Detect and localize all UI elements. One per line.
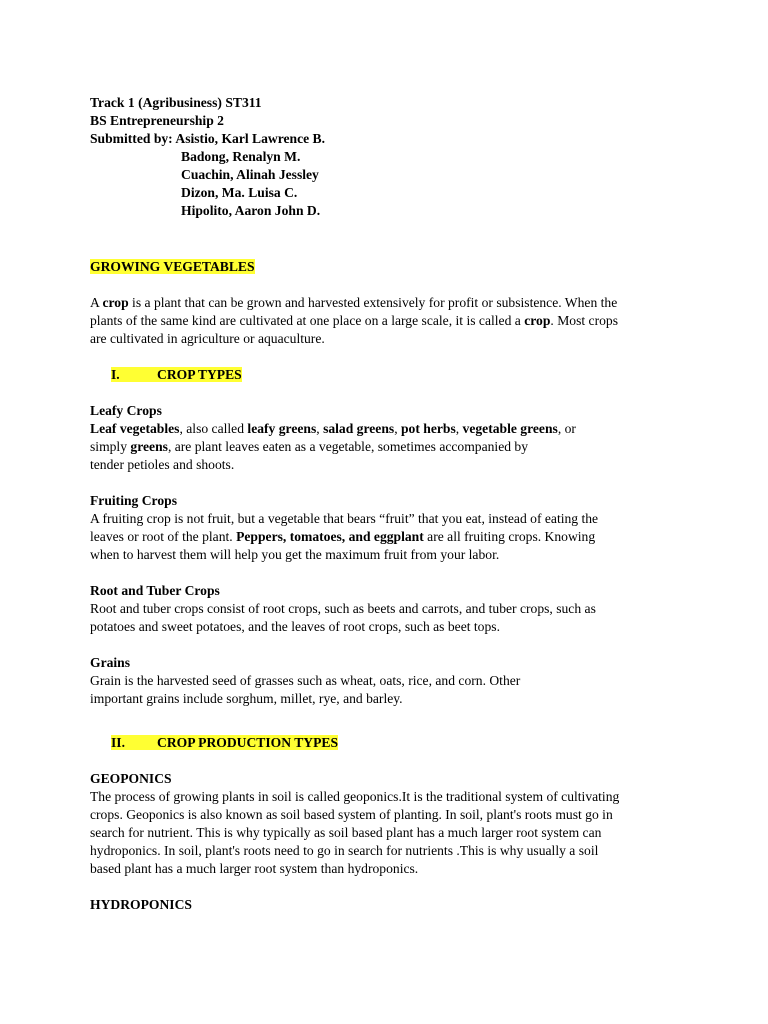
leafy-crops-section: Leafy Crops Leaf vegetables, also called leafy greens, salad greens, pot herbs, vegetable greens, or simply greens, are plant leaves eaten as a vegetable, sometimes accompanied by tender petioles and shoots. [90,402,690,474]
intro-paragraph: A crop is a plant that can be grown and harvested extensively for profit or subsistence. When the plants of the same kind are cultivated at one place on a large scale, it is called a crop. Most crops are cultivated in agriculture or aquaculture. [90,295,618,346]
subheading: Root and Tuber Crops [90,583,220,598]
subheading: Grains [90,655,131,670]
subheading: Fruiting Crops [90,493,177,508]
member-name: Asistio, Karl Lawrence B. [175,131,326,146]
fruiting-crops-section: Fruiting Crops A fruiting crop is not fruit, but a vegetable that bears “fruit” that you eat, instead of eating the leaves or root of the plant. Peppers, tomatoes, and eggplant are all fruiting crops. Knowing when to harvest them will help you get the maximum fruit from your labor. [90,492,690,564]
grains-section: Grains Grain is the harvested seed of grasses such as wheat, oats, rice, and corn. Other important grains include sorghum, millet, rye, and barley. [90,654,690,708]
subheading: Leafy Crops [90,403,162,418]
member-name: Badong, Renalyn M. [181,149,301,164]
member-name: Dizon, Ma. Luisa C. [181,185,298,200]
document-header [90,94,690,220]
root-tuber-section: Root and Tuber Crops Root and tuber crops consist of root crops, such as beets and carrots, and tuber crops, such as potatoes and sweet potatoes, and the leaves of root crops, such as beet tops. [90,582,690,636]
section-heading-crop-production-types: II. CROP PRODUCTION TYPES [111,735,339,750]
section-heading-crop-types: I. CROP TYPES [111,367,242,382]
program-line: BS Entrepreneurship 2 [90,113,224,128]
geoponics-section: GEOPONICS The process of growing plants in soil is called geoponics.It is the traditional system of cultivating crops. Geoponics is also known as soil based system of planting. In soil, plant's roots must go in search for nutrient. This is why typically as soil based plant has a much larger root system can hydroponics. In soil, plant's roots need to go in search for nutrients .This is why usually a soil based plant has a much larger root system than hydroponics. [90,770,690,878]
track-line: Track 1 (Agribusiness) ST311 [90,95,262,110]
document-page [90,94,690,914]
subheading: HYDROPONICS [90,897,192,912]
member-name: Cuachin, Alinah Jessley [181,167,319,182]
hydroponics-section [90,896,690,914]
subheading: GEOPONICS [90,771,172,786]
member-name: Hipolito, Aaron John D. [181,203,321,218]
submitted-label: Submitted by: [90,131,173,146]
submitted-by-line [90,130,690,148]
document-title: GROWING VEGETABLES [90,259,255,274]
